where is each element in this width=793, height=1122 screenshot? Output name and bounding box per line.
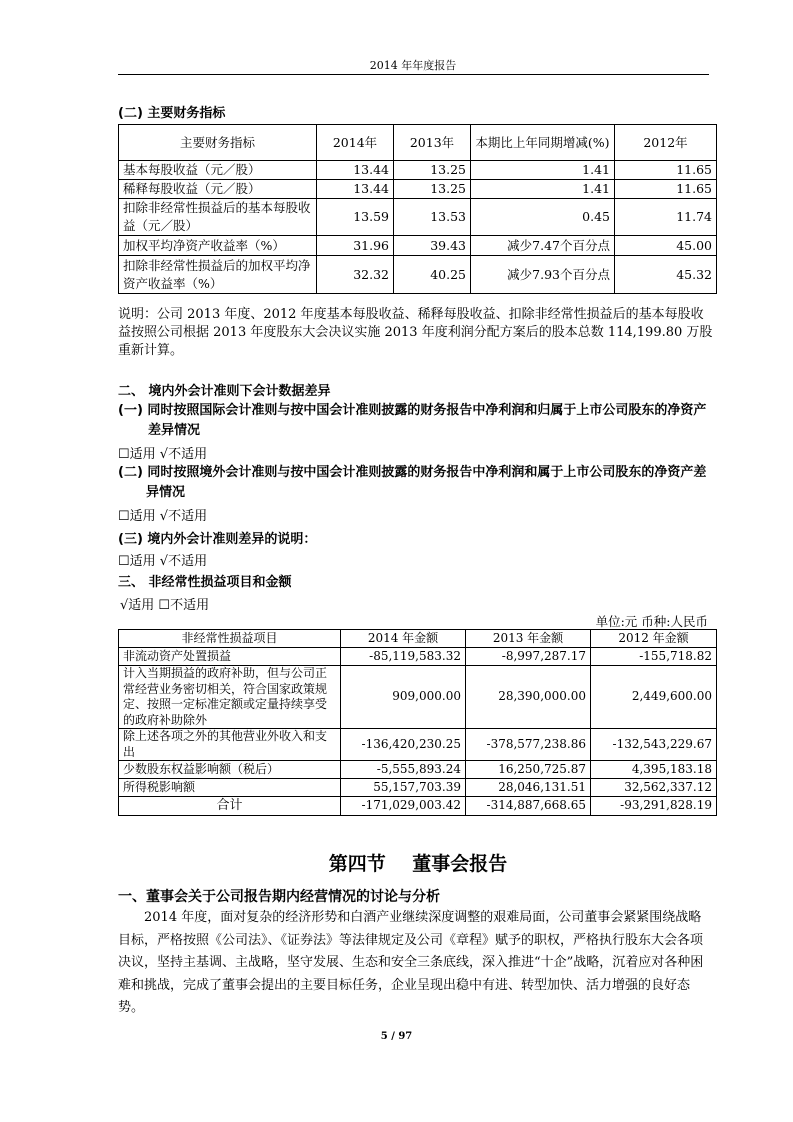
financial-indicators-table [118, 124, 717, 294]
cell: 13.59 [317, 199, 394, 236]
table-row [119, 199, 717, 236]
cell: 13.44 [317, 180, 394, 199]
unit-label: 单位:元 币种:人民币 [595, 614, 708, 629]
cell: 1.41 [471, 180, 615, 199]
cell: 13.53 [394, 199, 471, 236]
cell: 13.44 [317, 161, 394, 180]
chapter-title: 第四节 董事会报告 [328, 853, 508, 875]
header-divider [118, 74, 709, 75]
cell: 909,000.00 [341, 666, 466, 729]
subsection-2-title: (二) 同时按照境外会计准则与按中国会计准则披露的财务报告中净利润和属于上市公司股东的净资产差异情况 [118, 465, 707, 500]
chapter-paragraph: 2014 年度，面对复杂的经济形势和白酒产业继续深度调整的艰难局面，公司董事会紧紧围绕战略目标，严格按照《公司法》、《证券法》等法律规定及公司《章程》赋予的职权，严格执行股东大会各项决议，坚持主基调、主战略，坚守发展、生态和安全三条底线，深入推进“十企”战略，沉着应对各种困难和挑战，完成了董事会提出的主要目标任务，企业呈现出稳中有进、转型加快、活力增强的良好态势。 [118, 910, 704, 1015]
cell: 2,449,600.00 [591, 666, 717, 729]
column-header: 2014年 [317, 125, 394, 161]
cell: -93,291,828.19 [591, 797, 717, 816]
table-row [119, 236, 717, 256]
cell: 45.00 [615, 236, 717, 256]
cell: 少数股东权益影响额（税后） [119, 761, 341, 779]
cell: 0.45 [471, 199, 615, 236]
column-header: 本期比上年同期增减(%) [471, 125, 615, 161]
cell: 非流动资产处置损益 [119, 648, 341, 666]
cell: 39.43 [394, 236, 471, 256]
cell: 稀释每股收益（元／股） [119, 180, 317, 199]
table-row [119, 648, 717, 666]
cell: 1.41 [471, 161, 615, 180]
cell: 扣除非经常性损益后的基本每股收益（元／股） [119, 199, 317, 236]
cell: 除上述各项之外的其他营业外收入和支出 [119, 729, 341, 761]
table-header-row [119, 125, 717, 161]
nonrecurring-table [118, 629, 717, 816]
cell: 32,562,337.12 [591, 779, 717, 797]
column-header: 2014 年金额 [341, 630, 466, 648]
cell: 13.25 [394, 180, 471, 199]
table-row [119, 666, 717, 729]
table-header-row [119, 630, 717, 648]
cell: -85,119,583.32 [341, 648, 466, 666]
cell: 扣除非经常性损益后的加权平均净资产收益率（%） [119, 256, 317, 294]
cell: -8,997,287.17 [466, 648, 591, 666]
cell: 28,046,131.51 [466, 779, 591, 797]
cell: 16,250,725.87 [466, 761, 591, 779]
cell: 13.25 [394, 161, 471, 180]
table-row [119, 161, 717, 180]
cell: -314,887,668.65 [466, 797, 591, 816]
cell: -378,577,238.86 [466, 729, 591, 761]
section-title-nonrecurring: 三、 非经常性损益项目和金额 [118, 575, 292, 590]
subsection-3-title: (三) 境内外会计准则差异的说明： [118, 532, 317, 547]
column-header: 2013 年金额 [466, 630, 591, 648]
cell: 31.96 [317, 236, 394, 256]
cell: 减少7.47个百分点 [471, 236, 615, 256]
column-header: 2012 年金额 [591, 630, 717, 648]
cell: -171,029,003.42 [341, 797, 466, 816]
subsection-2-applicability: ☐适用 √不适用 [118, 509, 208, 524]
table-row [119, 779, 717, 797]
cell: 11.65 [615, 180, 717, 199]
cell: 55,157,703.39 [341, 779, 466, 797]
financial-note: 说明：公司 2013 年度、2012 年度基本每股收益、稀释每股收益、扣除非经常性损益后的基本每股收益按照公司根据 2013 年度股东大会决议实施 2013 年度利润分配方案后的股本总数 114,199.80 万股重新计算。 [118, 307, 713, 358]
cell: 40.25 [394, 256, 471, 294]
nonrecurring-applicability: √适用 ☐不适用 [120, 598, 210, 613]
subsection-3-applicability: ☐适用 √不适用 [118, 554, 208, 569]
cell: 4,395,183.18 [591, 761, 717, 779]
section-title-accounting-differences: 二、 境内外会计准则下会计数据差异 [118, 384, 331, 399]
cell: 11.65 [615, 161, 717, 180]
subsection-1-title: (一) 同时按照国际会计准则与按中国会计准则披露的财务报告中净利润和归属于上市公司股东的净资产差异情况 [118, 403, 707, 438]
cell: 基本每股收益（元／股） [119, 161, 317, 180]
cell: 计入当期损益的政府补助，但与公司正常经营业务密切相关，符合国家政策规定、按照一定标准定额或定量持续享受的政府补助除外 [119, 666, 341, 729]
page-header: 2014 年年度报告 [369, 59, 457, 72]
cell: 所得税影响额 [119, 779, 341, 797]
table-row [119, 761, 717, 779]
column-header: 非经常性损益项目 [119, 630, 341, 648]
page-number: 5 / 97 [380, 1031, 413, 1042]
column-header: 2013年 [394, 125, 471, 161]
subsection-1-applicability: ☐适用 √不适用 [118, 447, 208, 462]
table-total-row [119, 797, 717, 816]
column-header: 主要财务指标 [119, 125, 317, 161]
cell: -155,718.82 [591, 648, 717, 666]
section-title-financial-indicators: (二) 主要财务指标 [118, 106, 226, 121]
chapter-subtitle: 一、董事会关于公司报告期内经营情况的讨论与分析 [118, 889, 440, 905]
cell: 合计 [119, 797, 341, 816]
cell: -136,420,230.25 [341, 729, 466, 761]
cell: -132,543,229.67 [591, 729, 717, 761]
table-row [119, 180, 717, 199]
cell: -5,555,893.24 [341, 761, 466, 779]
cell: 32.32 [317, 256, 394, 294]
cell: 45.32 [615, 256, 717, 294]
column-header: 2012年 [615, 125, 717, 161]
table-row [119, 256, 717, 294]
cell: 28,390,000.00 [466, 666, 591, 729]
cell: 11.74 [615, 199, 717, 236]
cell: 减少7.93个百分点 [471, 256, 615, 294]
table-row [119, 729, 717, 761]
cell: 加权平均净资产收益率（%） [119, 236, 317, 256]
